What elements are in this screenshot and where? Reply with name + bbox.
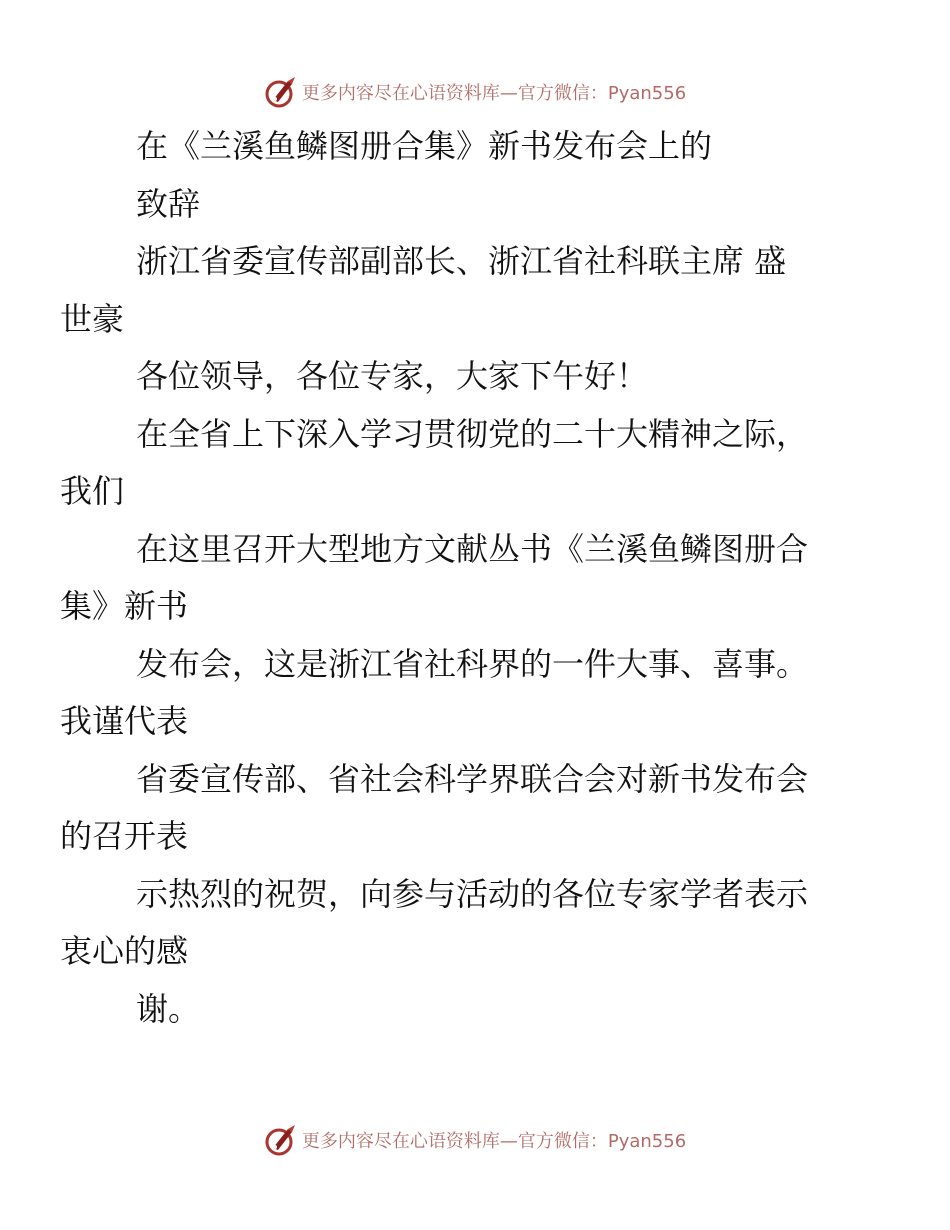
header-banner [0, 72, 950, 112]
author-line: 浙江省委宣传部副部长、浙江省社科联主席 盛 世豪 [60, 242, 787, 338]
footer-banner [0, 1120, 950, 1160]
paragraph-3: 发布会，这是浙江省社科界的一件大事、喜事。 我谨代表 [60, 644, 809, 740]
footer-banner-text: 更多内容尽在心语资料库—官方微信：Pyan556 [301, 1131, 687, 1152]
greeting: 各位领导，各位专家，大家下午好！ [136, 357, 649, 395]
document-body [60, 118, 878, 1038]
paragraph-5: 示热烈的祝贺，向参与活动的各位专家学者表示 衷心的感 [60, 874, 809, 970]
paragraph-1: 在全省上下深入学习贯彻党的二十大精神之际， 我们 [60, 414, 809, 510]
header-banner-text: 更多内容尽在心语资料库—官方微信：Pyan556 [301, 83, 687, 104]
quill-pen-logo-icon [264, 75, 298, 109]
paragraph-6: 谢。 [136, 989, 201, 1028]
paragraph-2: 在这里召开大型地方文献丛书《兰溪鱼鳞图册合 集》新书 [60, 529, 809, 625]
quill-pen-logo-icon [264, 1123, 298, 1157]
document-title: 在《兰溪鱼鳞图册合集》新书发布会上的 致辞 [136, 127, 713, 223]
paragraph-4: 省委宣传部、省社会科学界联合会对新书发布会 的召开表 [60, 759, 809, 855]
